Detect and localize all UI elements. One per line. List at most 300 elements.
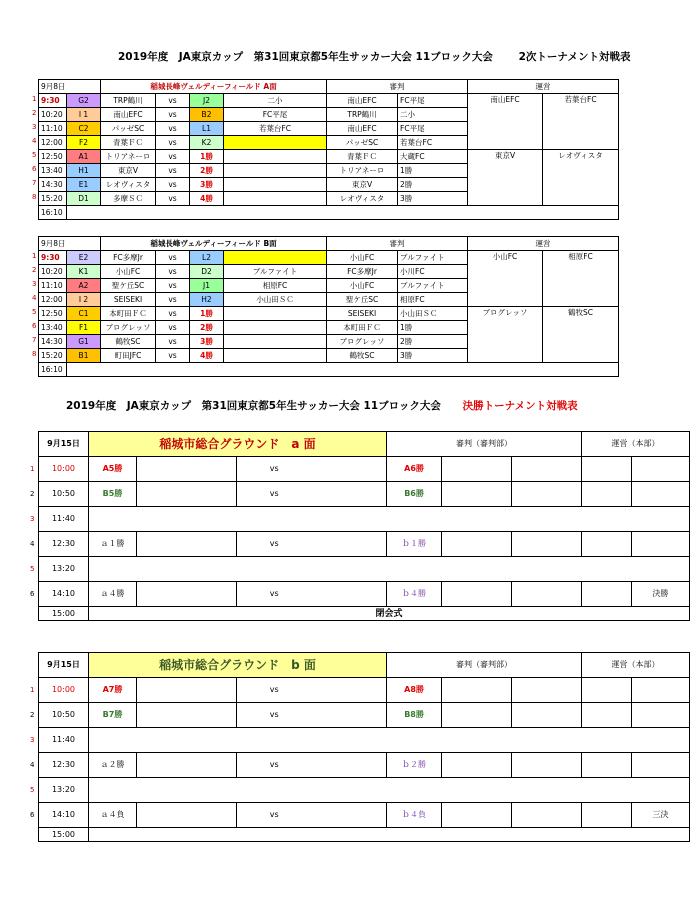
- row-number: 3: [32, 123, 37, 131]
- row-number: 3: [30, 515, 35, 523]
- row-number: 4: [32, 294, 37, 302]
- row-number: 7: [32, 179, 37, 187]
- match-time: 10:50: [39, 703, 89, 728]
- referee-1: 本町田ＦＣ: [327, 321, 398, 335]
- date-cell: 9月15日: [39, 653, 89, 678]
- vs-label: vs: [156, 192, 190, 206]
- referee-2: 2勝: [398, 178, 468, 192]
- header-row: [39, 80, 619, 94]
- vs-label: vs: [237, 703, 312, 728]
- referee-1: 鶴牧SC: [327, 349, 398, 363]
- team-a-name: TRP鶴川: [101, 94, 156, 108]
- team-b-code: 1勝: [190, 307, 224, 321]
- team-b-code: L2: [190, 251, 224, 265]
- end-time: 15:00: [39, 828, 89, 842]
- vs-label: vs: [156, 94, 190, 108]
- row-number: 2: [32, 109, 37, 117]
- match-row: [39, 678, 690, 703]
- row-number: 6: [30, 590, 35, 598]
- team-a-score: [137, 582, 237, 607]
- match-time: 14:30: [39, 178, 67, 192]
- row-number: 4: [30, 540, 35, 548]
- team-b-code: 4勝: [190, 349, 224, 363]
- referee-2: FC平尾: [398, 122, 468, 136]
- match-row: [39, 753, 690, 778]
- vs-label: vs: [156, 150, 190, 164]
- blank-row: [89, 728, 690, 753]
- team-b-score: [312, 753, 387, 778]
- vs-label: vs: [237, 482, 312, 507]
- row-number: 4: [30, 761, 35, 769]
- team-a-code: I 2: [67, 293, 101, 307]
- team-b-score: [312, 803, 387, 828]
- match-time: 12:50: [39, 307, 67, 321]
- team-b-score: [312, 457, 387, 482]
- title-final-suffix: 決勝トーナメント対戦表: [462, 400, 578, 412]
- row-number: 5: [32, 151, 37, 159]
- team-a-score: [137, 678, 237, 703]
- ref-2: [512, 803, 582, 828]
- match-time: 11:40: [39, 507, 89, 532]
- match-time: 10:00: [39, 457, 89, 482]
- venue-cell: 稲城市総合グラウンド a 面: [89, 432, 387, 457]
- referee-2: ブルファイト: [398, 279, 468, 293]
- end-time: 16:10: [39, 363, 67, 377]
- team-a: ａ２勝: [89, 753, 137, 778]
- t4-final-table: [38, 652, 690, 842]
- operation-header: 運営（本部）: [582, 432, 690, 457]
- referee-1: ブログレッソ: [327, 335, 398, 349]
- vs-label: vs: [237, 753, 312, 778]
- match-time: 10:20: [39, 108, 67, 122]
- team-a-name: 青葉ＦＣ: [101, 136, 156, 150]
- team-a: A5勝: [89, 457, 137, 482]
- match-time: 10:20: [39, 265, 67, 279]
- team-a-name: 小山FC: [101, 265, 156, 279]
- match-row: [39, 703, 690, 728]
- team-a-name: 南山EFC: [101, 108, 156, 122]
- operation-1a: 小山FC: [468, 251, 543, 307]
- operation-cell: [632, 678, 690, 703]
- operation-2a: ブログレッソ: [468, 307, 543, 363]
- row-number: 6: [32, 165, 37, 173]
- ref-1: [442, 753, 512, 778]
- team-a-name: 多摩ＳＣ: [101, 192, 156, 206]
- team-a-score: [137, 803, 237, 828]
- referee-1: FC多摩Jr: [327, 265, 398, 279]
- referee-2: FC平尾: [398, 94, 468, 108]
- match-row: [39, 482, 690, 507]
- venue-cell: 稲城長峰ヴェルディーフィールド B面: [101, 237, 327, 251]
- team-a-code: E2: [67, 251, 101, 265]
- team-a: ａ１勝: [89, 532, 137, 557]
- team-a-name: 鶴牧SC: [101, 335, 156, 349]
- referee-1: 南山EFC: [327, 122, 398, 136]
- date-cell: 9月8日: [39, 80, 101, 94]
- team-b-code: D2: [190, 265, 224, 279]
- team-a-code: C2: [67, 122, 101, 136]
- operation-cell: 三決: [632, 803, 690, 828]
- match-time: 14:10: [39, 582, 89, 607]
- referee-2: 相原FC: [398, 293, 468, 307]
- row-number: 1: [32, 95, 37, 103]
- referee-1: 小山FC: [327, 251, 398, 265]
- referee-1: トリアネーロ: [327, 164, 398, 178]
- blank-row: [89, 507, 690, 532]
- ref-1: [442, 803, 512, 828]
- referee-1: 聖ケ丘SC: [327, 293, 398, 307]
- vs-label: vs: [156, 122, 190, 136]
- team-b: ｂ２勝: [387, 753, 442, 778]
- ref-3: [582, 803, 632, 828]
- match-row: [39, 457, 690, 482]
- team-a-code: A1: [67, 150, 101, 164]
- vs-label: vs: [156, 321, 190, 335]
- row-number: 2: [30, 711, 35, 719]
- referee-header: 審判: [327, 80, 468, 94]
- row-number: 3: [32, 280, 37, 288]
- t3-final-table: [38, 431, 690, 621]
- match-time: 14:30: [39, 335, 67, 349]
- team-a-name: FC多摩Jr: [101, 251, 156, 265]
- match-time: 11:10: [39, 122, 67, 136]
- end-row: [39, 607, 690, 621]
- referee-1: レオヴィスタ: [327, 192, 398, 206]
- ref-1: [442, 703, 512, 728]
- team-b-name: [224, 192, 327, 206]
- match-time: 10:00: [39, 678, 89, 703]
- team-a-name: パッゼSC: [101, 122, 156, 136]
- header-row: [39, 653, 690, 678]
- match-row: [39, 94, 619, 108]
- team-b: B6勝: [387, 482, 442, 507]
- row-number: 1: [30, 465, 35, 473]
- match-time: 12:00: [39, 136, 67, 150]
- referee-2: 1勝: [398, 164, 468, 178]
- team-a-code: B1: [67, 349, 101, 363]
- team-a-code: G1: [67, 335, 101, 349]
- ref-1: [442, 457, 512, 482]
- ref-1: [442, 582, 512, 607]
- match-time: 13:40: [39, 321, 67, 335]
- team-a-score: [137, 703, 237, 728]
- referee-2: 3勝: [398, 349, 468, 363]
- match-time: 12:50: [39, 150, 67, 164]
- match-time: 12:00: [39, 293, 67, 307]
- team-b-code: 4勝: [190, 192, 224, 206]
- row-number: 5: [30, 565, 35, 573]
- match-time: 11:40: [39, 728, 89, 753]
- team-b-score: [312, 703, 387, 728]
- operation-1b: 相原FC: [543, 251, 619, 307]
- team-b-name: [224, 150, 327, 164]
- team-b-name: [224, 136, 327, 150]
- operation-cell: 決勝: [632, 582, 690, 607]
- team-b-name: 小山田ＳＣ: [224, 293, 327, 307]
- team-b-code: 1勝: [190, 150, 224, 164]
- team-b-name: [224, 335, 327, 349]
- ref-3: [582, 482, 632, 507]
- ref-2: [512, 482, 582, 507]
- team-b: B8勝: [387, 703, 442, 728]
- vs-label: vs: [156, 293, 190, 307]
- referee-2: 大蔵FC: [398, 150, 468, 164]
- row-number: 1: [32, 252, 37, 260]
- header-row: [39, 432, 690, 457]
- operation-header: 運営: [468, 80, 619, 94]
- end-row: [39, 363, 619, 377]
- team-a-code: A2: [67, 279, 101, 293]
- team-b-name: 若葉台FC: [224, 122, 327, 136]
- referee-1: 東京V: [327, 178, 398, 192]
- team-b-code: 2勝: [190, 321, 224, 335]
- match-time: 12:30: [39, 532, 89, 557]
- team-a: B5勝: [89, 482, 137, 507]
- team-b-name: [224, 321, 327, 335]
- operation-1b: 若葉台FC: [543, 94, 619, 150]
- match-time: 13:20: [39, 557, 89, 582]
- team-a-score: [137, 482, 237, 507]
- team-a: A7勝: [89, 678, 137, 703]
- team-b-score: [312, 678, 387, 703]
- referee-header: 審判: [327, 237, 468, 251]
- team-b-code: 2勝: [190, 164, 224, 178]
- referee-2: 小山田ＳＣ: [398, 307, 468, 321]
- match-time: 9:30: [39, 251, 67, 265]
- date-cell: 9月8日: [39, 237, 101, 251]
- venue-cell: 稲城長峰ヴェルディーフィールド A面: [101, 80, 327, 94]
- team-b-score: [312, 532, 387, 557]
- vs-label: vs: [237, 678, 312, 703]
- row-number: 5: [32, 308, 37, 316]
- team-a-score: [137, 457, 237, 482]
- team-b-code: L1: [190, 122, 224, 136]
- ref-2: [512, 457, 582, 482]
- team-b-code: H2: [190, 293, 224, 307]
- match-row: [39, 150, 619, 164]
- vs-label: vs: [156, 335, 190, 349]
- team-b-name: FC平尾: [224, 108, 327, 122]
- team-b: ｂ１勝: [387, 532, 442, 557]
- t2-schedule-table: [38, 236, 619, 377]
- end-blank: [67, 363, 619, 377]
- row-number: 5: [30, 786, 35, 794]
- referee-2: 若葉台FC: [398, 136, 468, 150]
- ref-2: [512, 703, 582, 728]
- team-b-name: ブルファイト: [224, 265, 327, 279]
- end-row: [39, 206, 619, 220]
- row-number: 2: [30, 490, 35, 498]
- match-time: 15:20: [39, 349, 67, 363]
- vs-label: vs: [156, 108, 190, 122]
- date-cell: 9月15日: [39, 432, 89, 457]
- match-row: [39, 582, 690, 607]
- ref-2: [512, 678, 582, 703]
- team-a-code: E1: [67, 178, 101, 192]
- team-a: B7勝: [89, 703, 137, 728]
- team-a-name: ブログレッソ: [101, 321, 156, 335]
- ref-3: [582, 703, 632, 728]
- referee-2: 1勝: [398, 321, 468, 335]
- end-row: [39, 828, 690, 842]
- vs-label: vs: [156, 164, 190, 178]
- match-time: 12:30: [39, 753, 89, 778]
- operation-cell: [632, 703, 690, 728]
- team-b: ｂ４負: [387, 803, 442, 828]
- match-time: 14:10: [39, 803, 89, 828]
- match-row: [39, 307, 619, 321]
- match-row: [39, 778, 690, 803]
- row-number: 6: [30, 811, 35, 819]
- operation-cell: [632, 482, 690, 507]
- blank-row: [89, 557, 690, 582]
- match-time: 11:10: [39, 279, 67, 293]
- team-a-name: 聖ケ丘SC: [101, 279, 156, 293]
- row-number: 1: [30, 686, 35, 694]
- referee-2: 3勝: [398, 192, 468, 206]
- team-b-code: B2: [190, 108, 224, 122]
- referee-1: TRP鶴川: [327, 108, 398, 122]
- operation-2b: レオヴィスタ: [543, 150, 619, 206]
- team-b: ｂ４勝: [387, 582, 442, 607]
- ref-2: [512, 753, 582, 778]
- t1-schedule-table: [38, 79, 619, 220]
- row-number: 8: [32, 350, 37, 358]
- vs-label: vs: [156, 251, 190, 265]
- team-a-name: トリアネーロ: [101, 150, 156, 164]
- team-a-code: G2: [67, 94, 101, 108]
- referee-2: 2勝: [398, 335, 468, 349]
- referee-2: 小川FC: [398, 265, 468, 279]
- referee-2: ブルファイト: [398, 251, 468, 265]
- row-number: 3: [30, 736, 35, 744]
- team-a-score: [137, 532, 237, 557]
- team-b-name: 二小: [224, 94, 327, 108]
- row-number: 6: [32, 322, 37, 330]
- end-blank: [67, 206, 619, 220]
- vs-label: vs: [156, 279, 190, 293]
- closing-cell: 閉会式: [89, 607, 690, 621]
- ref-2: [512, 582, 582, 607]
- operation-2b: 鶴牧SC: [543, 307, 619, 363]
- referee-1: 小山FC: [327, 279, 398, 293]
- vs-label: vs: [156, 307, 190, 321]
- title-top: [118, 49, 630, 64]
- referee-1: 南山EFC: [327, 94, 398, 108]
- operation-header: 運営: [468, 237, 619, 251]
- ref-3: [582, 532, 632, 557]
- match-row: [39, 507, 690, 532]
- title-final: [66, 398, 578, 413]
- closing-cell: [89, 828, 690, 842]
- match-time: 9:30: [39, 94, 67, 108]
- operation-header: 運営（本部）: [582, 653, 690, 678]
- match-time: 13:20: [39, 778, 89, 803]
- operation-cell: [632, 753, 690, 778]
- row-number: 7: [32, 336, 37, 344]
- vs-label: vs: [237, 532, 312, 557]
- vs-label: vs: [237, 457, 312, 482]
- operation-cell: [632, 532, 690, 557]
- team-b-code: J2: [190, 94, 224, 108]
- team-b-score: [312, 482, 387, 507]
- vs-label: vs: [156, 136, 190, 150]
- team-b-code: K2: [190, 136, 224, 150]
- title-final-text: 2019年度 JA東京カップ 第31回東京都5年生サッカー大会 11ブロック大会: [66, 400, 441, 412]
- team-a: ａ４負: [89, 803, 137, 828]
- team-a-name: レオヴィスタ: [101, 178, 156, 192]
- team-b-name: [224, 178, 327, 192]
- referee-1: 青葉ＦＣ: [327, 150, 398, 164]
- team-a-name: 町田JFC: [101, 349, 156, 363]
- ref-2: [512, 532, 582, 557]
- match-row: [39, 532, 690, 557]
- referee-1: パッゼSC: [327, 136, 398, 150]
- vs-label: vs: [237, 582, 312, 607]
- ref-3: [582, 753, 632, 778]
- blank-row: [89, 778, 690, 803]
- team-b: A8勝: [387, 678, 442, 703]
- row-number: 4: [32, 137, 37, 145]
- title-top-text: 2019年度 JA東京カップ 第31回東京都5年生サッカー大会 11ブロック大会: [118, 51, 493, 63]
- header-row: [39, 237, 619, 251]
- end-time: 16:10: [39, 206, 67, 220]
- team-a-code: I 1: [67, 108, 101, 122]
- team-a-name: 東京V: [101, 164, 156, 178]
- team-b-name: [224, 307, 327, 321]
- ref-1: [442, 482, 512, 507]
- ref-1: [442, 678, 512, 703]
- team-b-score: [312, 582, 387, 607]
- match-time: 13:40: [39, 164, 67, 178]
- row-number: 2: [32, 266, 37, 274]
- team-a-name: SEISEKI: [101, 293, 156, 307]
- row-number: 8: [32, 193, 37, 201]
- end-time: 15:00: [39, 607, 89, 621]
- team-a-code: D1: [67, 192, 101, 206]
- team-a-code: F2: [67, 136, 101, 150]
- team-b-name: [224, 251, 327, 265]
- team-b-name: [224, 164, 327, 178]
- title-top-suffix: 2次トーナメント対戦表: [518, 51, 631, 63]
- vs-label: vs: [156, 349, 190, 363]
- team-b-code: J1: [190, 279, 224, 293]
- vs-label: vs: [156, 265, 190, 279]
- ref-3: [582, 582, 632, 607]
- referee-header: 審判（審判部）: [387, 432, 582, 457]
- match-time: 10:50: [39, 482, 89, 507]
- referee-header: 審判（審判部）: [387, 653, 582, 678]
- team-a-code: C1: [67, 307, 101, 321]
- referee-2: 二小: [398, 108, 468, 122]
- team-a-code: K1: [67, 265, 101, 279]
- match-row: [39, 557, 690, 582]
- match-row: [39, 251, 619, 265]
- match-row: [39, 728, 690, 753]
- team-a-code: F1: [67, 321, 101, 335]
- team-a-score: [137, 753, 237, 778]
- team-b-name: [224, 349, 327, 363]
- vs-label: vs: [237, 803, 312, 828]
- team-b-name: 相原FC: [224, 279, 327, 293]
- operation-cell: [632, 457, 690, 482]
- ref-3: [582, 457, 632, 482]
- team-b: A6勝: [387, 457, 442, 482]
- team-b-code: 3勝: [190, 335, 224, 349]
- match-time: 15:20: [39, 192, 67, 206]
- team-a: ａ４勝: [89, 582, 137, 607]
- team-b-code: 3勝: [190, 178, 224, 192]
